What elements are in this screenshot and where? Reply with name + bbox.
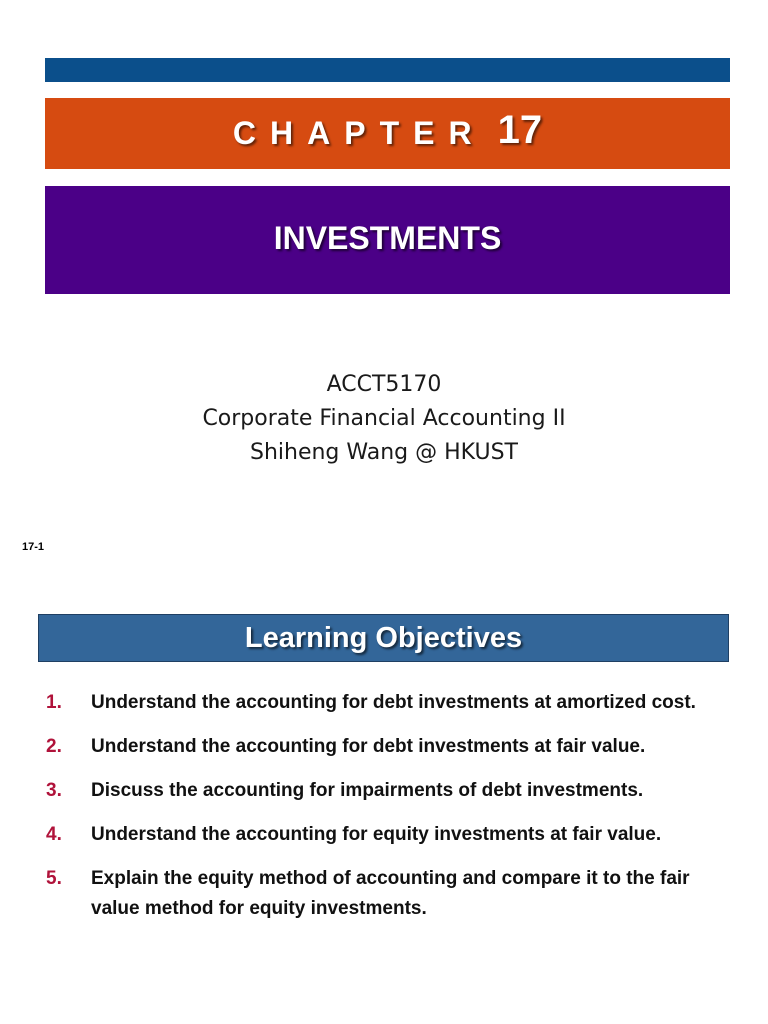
- objective-number: 3.: [46, 780, 62, 801]
- objective-text: Understand the accounting for debt investments at fair value.: [91, 736, 646, 757]
- learning-objectives-list: [0, 688, 768, 938]
- objective-item: [0, 776, 768, 806]
- objective-item: [0, 688, 768, 718]
- objective-text: Understand the accounting for debt investments at amortized cost.: [91, 692, 696, 713]
- objective-number: 2.: [46, 736, 62, 757]
- chapter-label: CHAPTER: [232, 115, 486, 151]
- objective-text: Understand the accounting for equity investments at fair value.: [91, 824, 662, 845]
- chapter-number: 17: [497, 108, 543, 152]
- course-code: ACCT5170: [326, 372, 442, 397]
- slide-number: 17-1: [22, 541, 45, 553]
- course-info: [0, 368, 768, 470]
- chapter-banner: [45, 98, 730, 169]
- learning-objectives-heading: Learning Objectives: [244, 621, 523, 654]
- page-title: INVESTMENTS: [273, 219, 502, 256]
- top-decorative-band: [45, 58, 730, 82]
- objective-item: [0, 820, 768, 850]
- objective-number: 4.: [46, 824, 62, 845]
- objective-number: 5.: [46, 868, 62, 889]
- title-banner: [45, 186, 730, 294]
- course-name: Corporate Financial Accounting II: [202, 406, 566, 431]
- objective-text: Discuss the accounting for impairments of debt investments.: [91, 780, 644, 801]
- objective-text: Explain the equity method of accounting and compare it to the fair value method for equity investments.: [91, 868, 690, 919]
- learning-objectives-header: [38, 614, 729, 662]
- objective-item: [0, 732, 768, 762]
- objective-item: [0, 864, 768, 924]
- course-instructor: Shiheng Wang @ HKUST: [249, 440, 518, 465]
- objective-number: 1.: [46, 692, 62, 713]
